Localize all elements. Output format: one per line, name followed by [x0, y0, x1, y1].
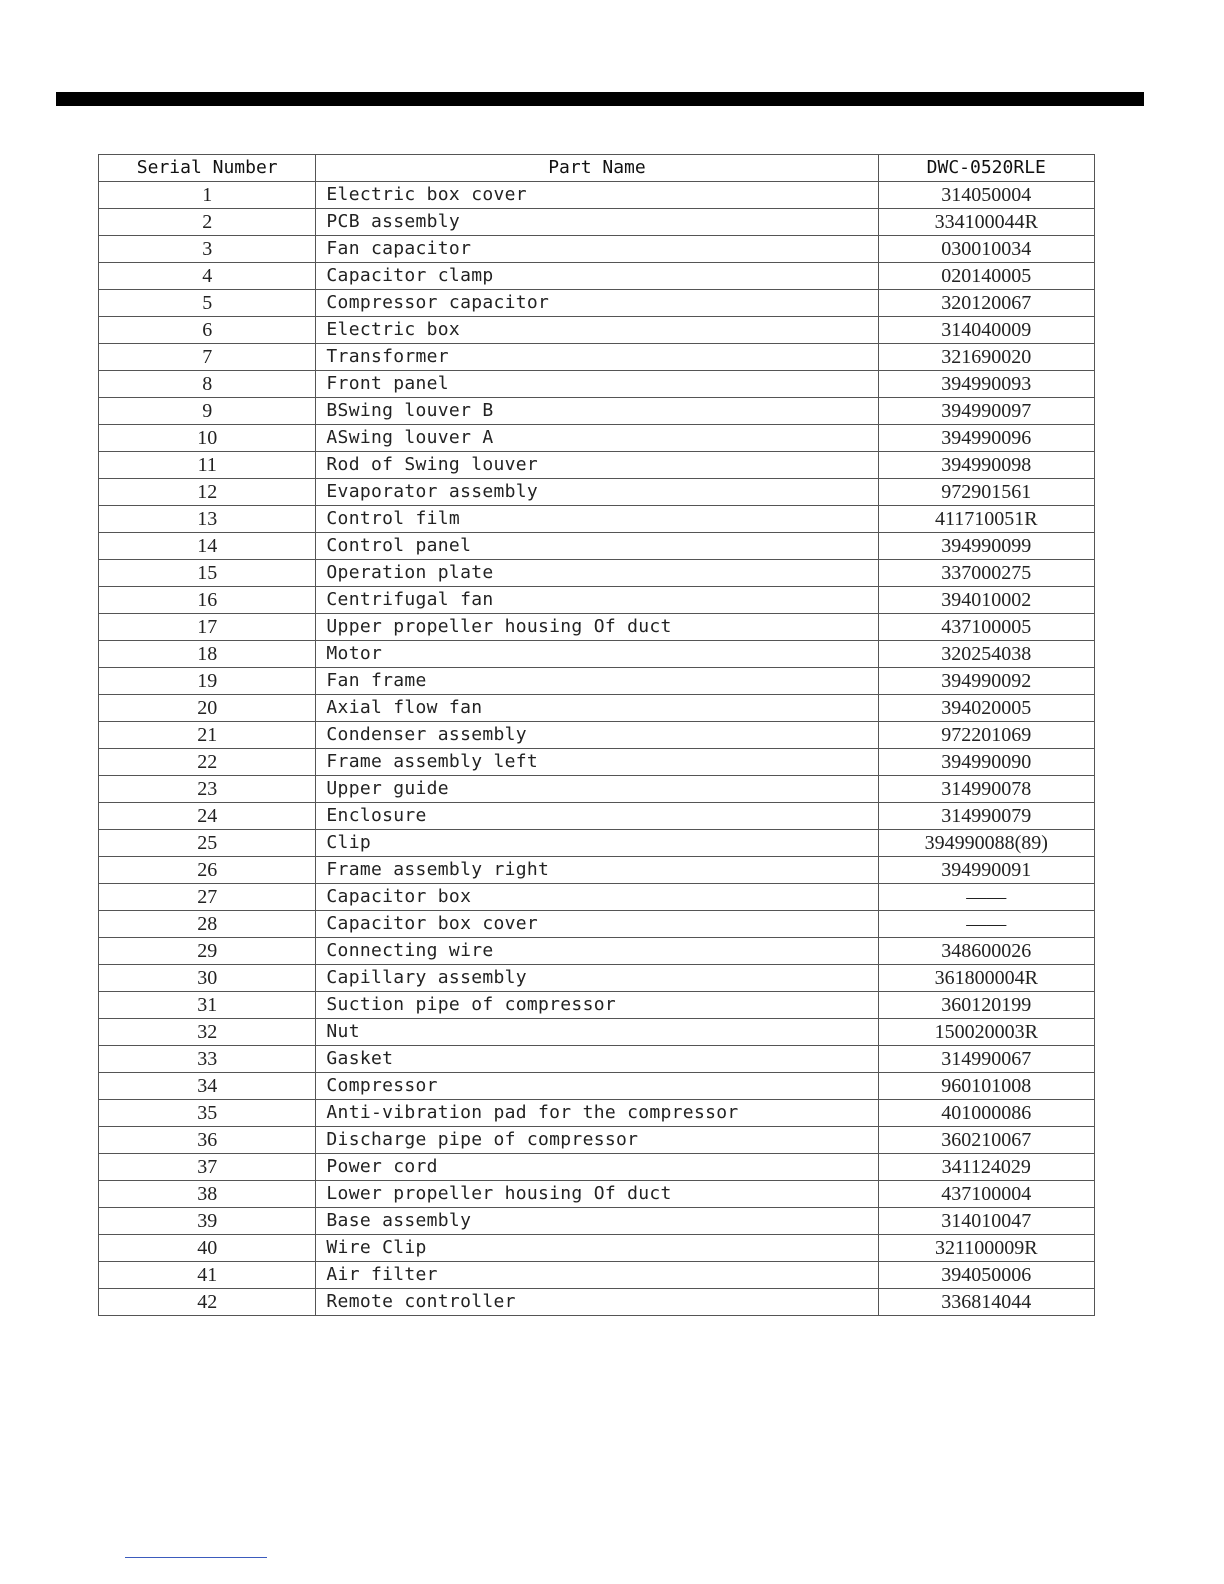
part-name-cell: Anti-vibration pad for the compressor: [316, 1100, 878, 1127]
table-header-row: [99, 155, 1095, 182]
serial-number-cell: 26: [99, 857, 316, 884]
part-name-cell: Capacitor box cover: [316, 911, 878, 938]
part-code-cell: 394020005: [878, 695, 1094, 722]
part-name-cell: Connecting wire: [316, 938, 878, 965]
serial-number-cell: 40: [99, 1235, 316, 1262]
table-row: [99, 398, 1095, 425]
serial-number-cell: 4: [99, 263, 316, 290]
part-name-cell: Remote controller: [316, 1289, 878, 1316]
table-row: [99, 830, 1095, 857]
part-code-cell: 394990096: [878, 425, 1094, 452]
serial-number-cell: 30: [99, 965, 316, 992]
part-name-cell: Frame assembly left: [316, 749, 878, 776]
table-row: [99, 560, 1095, 587]
table-row: [99, 614, 1095, 641]
part-code-cell: ——: [878, 911, 1094, 938]
part-code-cell: 314050004: [878, 182, 1094, 209]
part-name-cell: Capacitor clamp: [316, 263, 878, 290]
table-row: [99, 965, 1095, 992]
serial-number-cell: 33: [99, 1046, 316, 1073]
part-code-cell: 360120199: [878, 992, 1094, 1019]
serial-number-cell: 22: [99, 749, 316, 776]
part-name-cell: Transformer: [316, 344, 878, 371]
table-row: [99, 425, 1095, 452]
serial-number-cell: 16: [99, 587, 316, 614]
table-row: [99, 1181, 1095, 1208]
table-row: [99, 1127, 1095, 1154]
part-code-cell: ——: [878, 884, 1094, 911]
serial-number-cell: 42: [99, 1289, 316, 1316]
table-row: [99, 506, 1095, 533]
table-row: [99, 992, 1095, 1019]
table-row: [99, 452, 1095, 479]
part-code-cell: 321690020: [878, 344, 1094, 371]
part-code-cell: 321100009R: [878, 1235, 1094, 1262]
part-code-cell: 348600026: [878, 938, 1094, 965]
table-row: [99, 317, 1095, 344]
part-name-cell: Axial flow fan: [316, 695, 878, 722]
table-row: [99, 182, 1095, 209]
part-name-cell: Condenser assembly: [316, 722, 878, 749]
part-code-cell: 314990067: [878, 1046, 1094, 1073]
serial-number-cell: 29: [99, 938, 316, 965]
part-code-cell: 361800004R: [878, 965, 1094, 992]
serial-number-cell: 7: [99, 344, 316, 371]
serial-number-cell: 27: [99, 884, 316, 911]
part-name-cell: Enclosure: [316, 803, 878, 830]
part-name-cell: PCB assembly: [316, 209, 878, 236]
part-code-cell: 394990099: [878, 533, 1094, 560]
table-row: [99, 479, 1095, 506]
part-code-cell: 314990078: [878, 776, 1094, 803]
serial-number-cell: 21: [99, 722, 316, 749]
part-name-cell: Centrifugal fan: [316, 587, 878, 614]
part-code-cell: 336814044: [878, 1289, 1094, 1316]
serial-number-cell: 32: [99, 1019, 316, 1046]
table-row: [99, 587, 1095, 614]
part-name-cell: Upper propeller housing Of duct: [316, 614, 878, 641]
part-name-cell: Capillary assembly: [316, 965, 878, 992]
serial-number-cell: 19: [99, 668, 316, 695]
part-name-cell: Control panel: [316, 533, 878, 560]
table-row: [99, 938, 1095, 965]
part-code-cell: 437100004: [878, 1181, 1094, 1208]
part-name-cell: Operation plate: [316, 560, 878, 587]
serial-number-cell: 20: [99, 695, 316, 722]
table-row: [99, 1208, 1095, 1235]
part-code-cell: 320120067: [878, 290, 1094, 317]
part-code-cell: 437100005: [878, 614, 1094, 641]
serial-number-cell: 35: [99, 1100, 316, 1127]
part-name-cell: Fan frame: [316, 668, 878, 695]
part-code-cell: 320254038: [878, 641, 1094, 668]
table-row: [99, 236, 1095, 263]
serial-number-cell: 34: [99, 1073, 316, 1100]
table-row: [99, 857, 1095, 884]
part-code-cell: 394010002: [878, 587, 1094, 614]
part-name-cell: Wire Clip: [316, 1235, 878, 1262]
part-name-cell: Capacitor box: [316, 884, 878, 911]
part-name-cell: Clip: [316, 830, 878, 857]
part-code-cell: 394990097: [878, 398, 1094, 425]
part-code-cell: 337000275: [878, 560, 1094, 587]
table-row: [99, 344, 1095, 371]
serial-number-cell: 12: [99, 479, 316, 506]
table-row: [99, 1154, 1095, 1181]
serial-number-cell: 10: [99, 425, 316, 452]
serial-number-cell: 25: [99, 830, 316, 857]
part-code-cell: 394050006: [878, 1262, 1094, 1289]
table-row: [99, 1289, 1095, 1316]
serial-number-cell: 1: [99, 182, 316, 209]
serial-number-cell: 17: [99, 614, 316, 641]
part-name-cell: ASwing louver A: [316, 425, 878, 452]
part-code-cell: 401000086: [878, 1100, 1094, 1127]
table-row: [99, 641, 1095, 668]
table-row: [99, 749, 1095, 776]
serial-number-cell: 24: [99, 803, 316, 830]
table-row: [99, 263, 1095, 290]
part-name-cell: Compressor capacitor: [316, 290, 878, 317]
part-name-cell: Suction pipe of compressor: [316, 992, 878, 1019]
part-name-cell: Front panel: [316, 371, 878, 398]
part-name-cell: Rod of Swing louver: [316, 452, 878, 479]
part-name-cell: Frame assembly right: [316, 857, 878, 884]
serial-number-cell: 39: [99, 1208, 316, 1235]
header-model-code: DWC-0520RLE: [878, 155, 1094, 182]
serial-number-cell: 38: [99, 1181, 316, 1208]
table-row: [99, 695, 1095, 722]
serial-number-cell: 23: [99, 776, 316, 803]
serial-number-cell: 13: [99, 506, 316, 533]
serial-number-cell: 41: [99, 1262, 316, 1289]
part-name-cell: Motor: [316, 641, 878, 668]
table-row: [99, 533, 1095, 560]
part-code-cell: 394990093: [878, 371, 1094, 398]
part-name-cell: Nut: [316, 1019, 878, 1046]
part-code-cell: 314990079: [878, 803, 1094, 830]
part-code-cell: 150020003R: [878, 1019, 1094, 1046]
parts-table-body: [99, 182, 1095, 1316]
serial-number-cell: 31: [99, 992, 316, 1019]
part-code-cell: 360210067: [878, 1127, 1094, 1154]
part-code-cell: 394990091: [878, 857, 1094, 884]
part-code-cell: 394990090: [878, 749, 1094, 776]
serial-number-cell: 28: [99, 911, 316, 938]
part-name-cell: Fan capacitor: [316, 236, 878, 263]
top-rule: [56, 92, 1144, 106]
serial-number-cell: 5: [99, 290, 316, 317]
part-name-cell: Electric box cover: [316, 182, 878, 209]
serial-number-cell: 11: [99, 452, 316, 479]
part-code-cell: 394990088(89): [878, 830, 1094, 857]
serial-number-cell: 15: [99, 560, 316, 587]
part-name-cell: Upper guide: [316, 776, 878, 803]
part-code-cell: 972201069: [878, 722, 1094, 749]
footer-link-line: [125, 1557, 267, 1558]
serial-number-cell: 3: [99, 236, 316, 263]
table-row: [99, 209, 1095, 236]
part-code-cell: 334100044R: [878, 209, 1094, 236]
table-row: [99, 1019, 1095, 1046]
serial-number-cell: 36: [99, 1127, 316, 1154]
table-row: [99, 1073, 1095, 1100]
table-row: [99, 1100, 1095, 1127]
part-name-cell: Air filter: [316, 1262, 878, 1289]
part-code-cell: 314010047: [878, 1208, 1094, 1235]
part-name-cell: Discharge pipe of compressor: [316, 1127, 878, 1154]
part-code-cell: 030010034: [878, 236, 1094, 263]
table-row: [99, 668, 1095, 695]
serial-number-cell: 9: [99, 398, 316, 425]
part-name-cell: Electric box: [316, 317, 878, 344]
part-code-cell: 314040009: [878, 317, 1094, 344]
table-row: [99, 1262, 1095, 1289]
table-row: [99, 1046, 1095, 1073]
table-row: [99, 911, 1095, 938]
part-name-cell: Power cord: [316, 1154, 878, 1181]
header-serial-number: Serial Number: [99, 155, 316, 182]
parts-table: [98, 154, 1095, 1316]
part-code-cell: 394990098: [878, 452, 1094, 479]
part-code-cell: 341124029: [878, 1154, 1094, 1181]
part-name-cell: Control film: [316, 506, 878, 533]
table-row: [99, 371, 1095, 398]
table-row: [99, 722, 1095, 749]
part-name-cell: Compressor: [316, 1073, 878, 1100]
serial-number-cell: 37: [99, 1154, 316, 1181]
table-row: [99, 884, 1095, 911]
part-name-cell: Lower propeller housing Of duct: [316, 1181, 878, 1208]
part-code-cell: 020140005: [878, 263, 1094, 290]
part-code-cell: 394990092: [878, 668, 1094, 695]
part-code-cell: 411710051R: [878, 506, 1094, 533]
table-row: [99, 1235, 1095, 1262]
part-name-cell: Base assembly: [316, 1208, 878, 1235]
part-name-cell: BSwing louver B: [316, 398, 878, 425]
part-name-cell: Evaporator assembly: [316, 479, 878, 506]
table-row: [99, 803, 1095, 830]
table-row: [99, 776, 1095, 803]
serial-number-cell: 14: [99, 533, 316, 560]
header-part-name: Part Name: [316, 155, 878, 182]
part-code-cell: 960101008: [878, 1073, 1094, 1100]
table-row: [99, 290, 1095, 317]
serial-number-cell: 6: [99, 317, 316, 344]
serial-number-cell: 18: [99, 641, 316, 668]
serial-number-cell: 2: [99, 209, 316, 236]
part-name-cell: Gasket: [316, 1046, 878, 1073]
serial-number-cell: 8: [99, 371, 316, 398]
part-code-cell: 972901561: [878, 479, 1094, 506]
